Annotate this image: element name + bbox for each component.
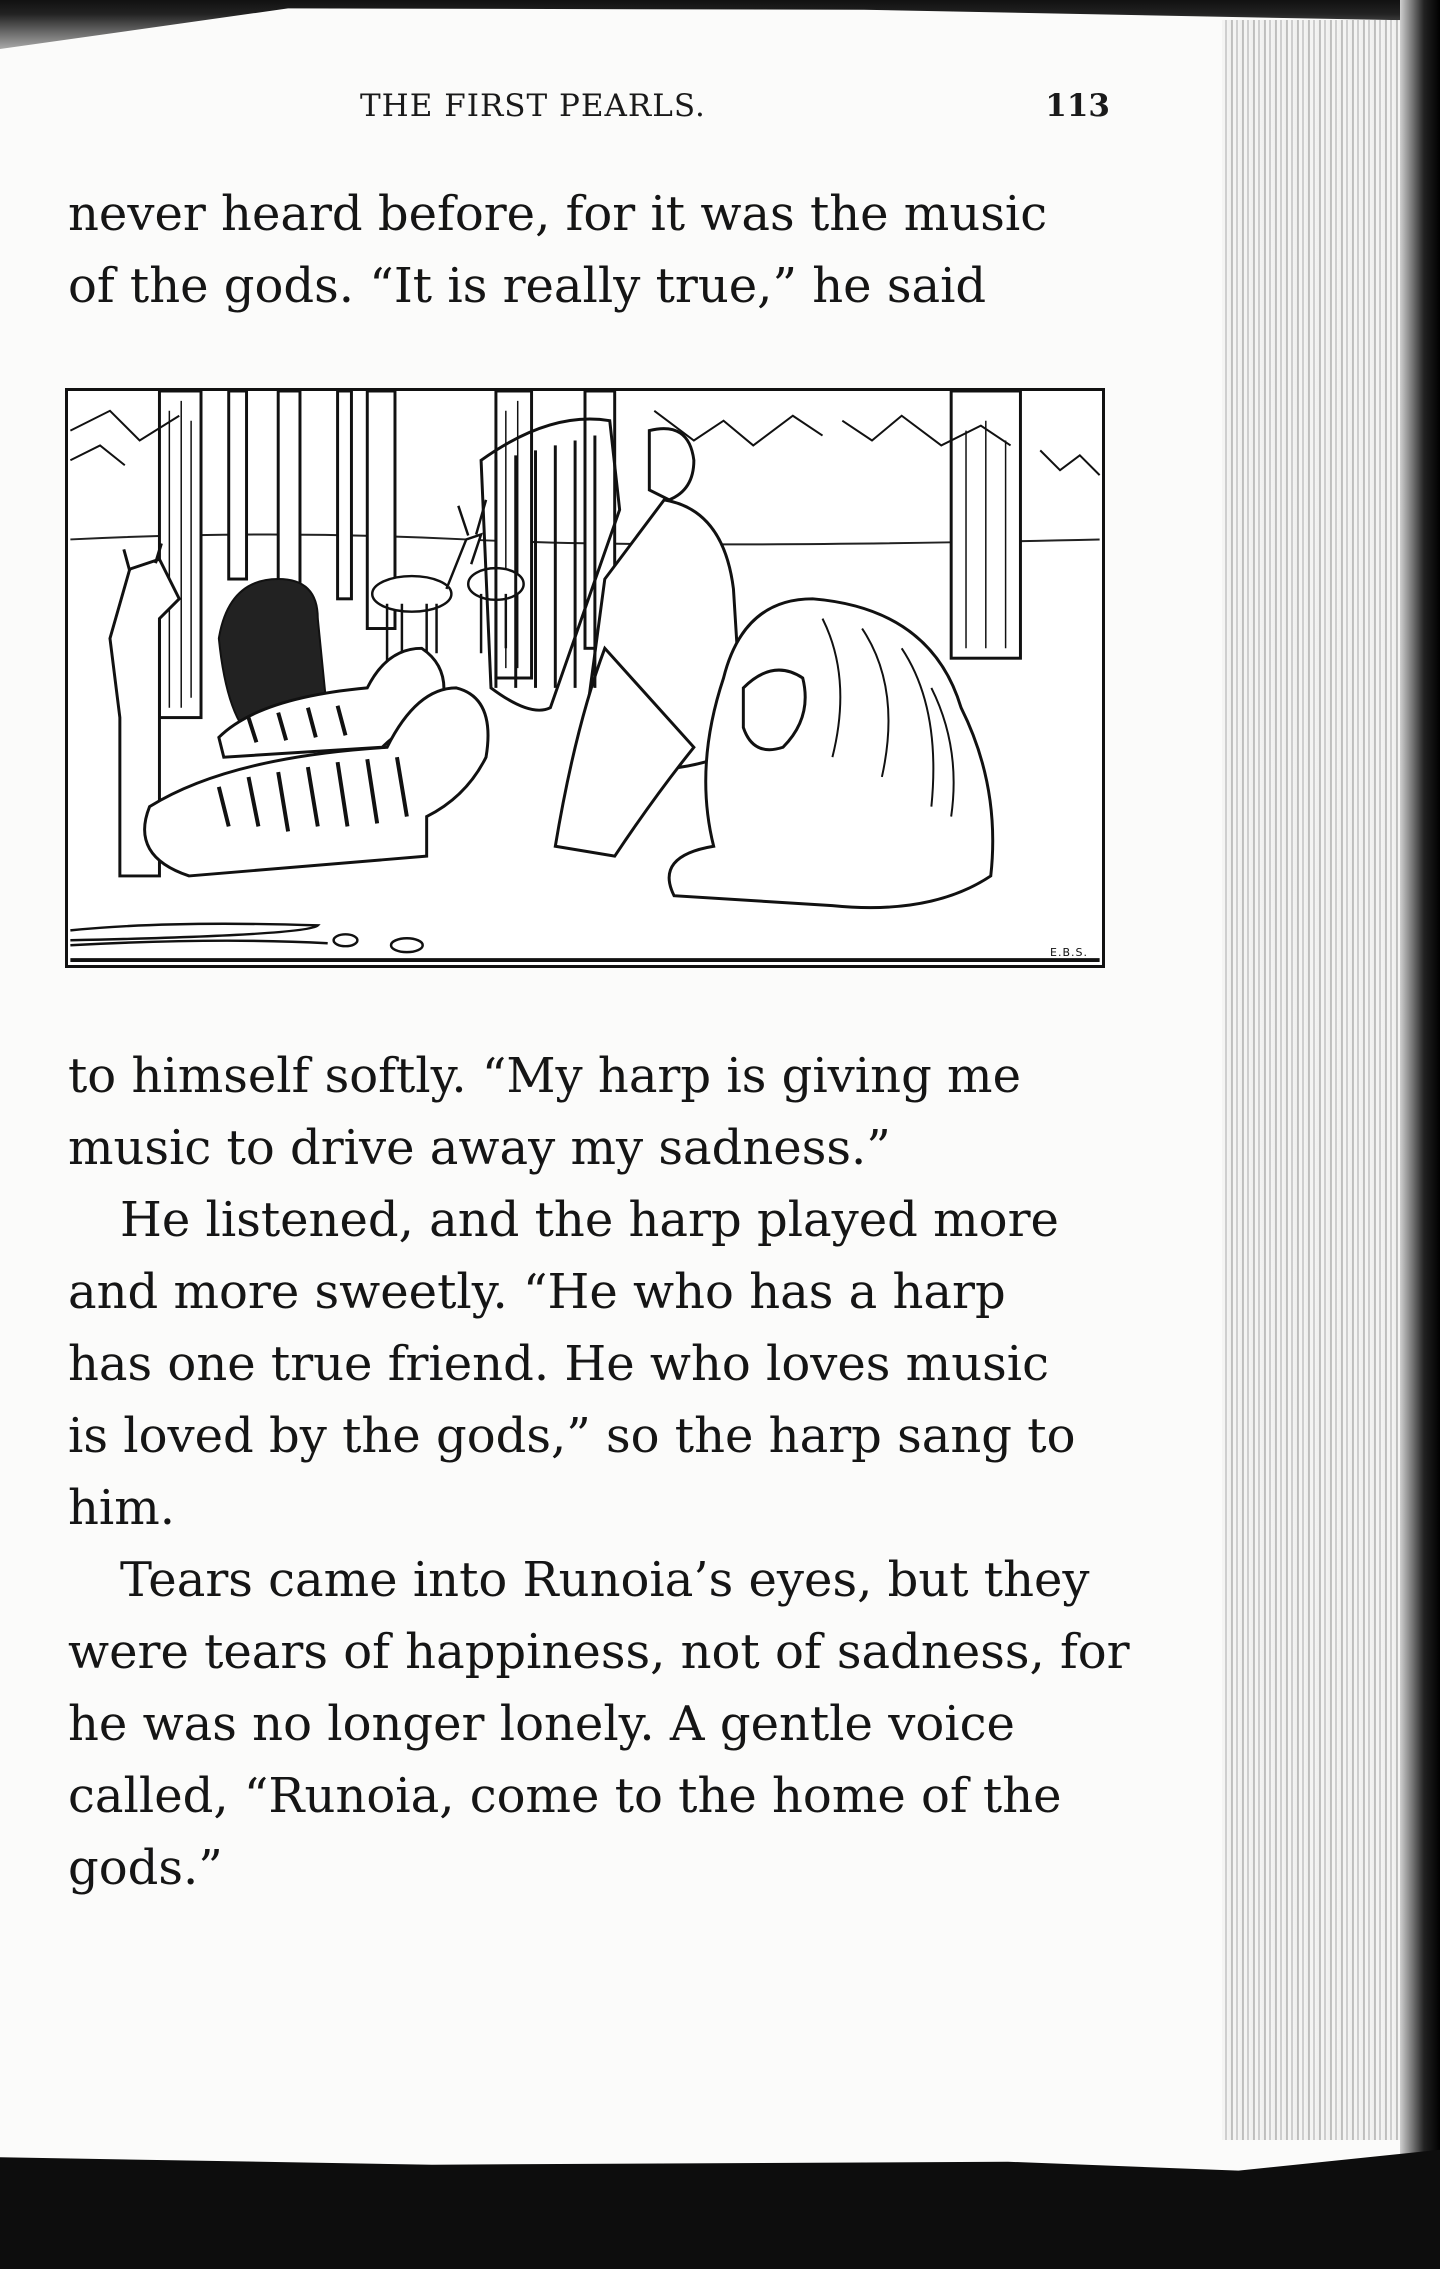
scan-edge-right: [1400, 0, 1440, 2269]
line-text: music to drive away my sadness.”: [68, 1120, 891, 1176]
line-text: gods.”: [68, 1840, 223, 1896]
page-header: [360, 88, 1110, 138]
text-line: [68, 178, 1108, 250]
line-text: has one true friend. He who loves music: [68, 1336, 1049, 1392]
illustration-drawing: [68, 391, 1102, 965]
line-text: called, “Runoia, come to the home of the: [68, 1768, 1062, 1824]
top-paragraph: [68, 178, 1108, 322]
line-text: he was no longer lonely. A gentle voice: [68, 1696, 1015, 1752]
line-text: to himself softly. “My harp is giving me: [68, 1048, 1021, 1104]
text-line: [68, 1760, 1108, 1832]
text-line: [68, 1040, 1108, 1112]
line-text: him.: [68, 1480, 176, 1536]
text-line: [68, 250, 1108, 322]
text-line: [68, 1256, 1108, 1328]
line-text: never heard before, for it was the music: [68, 186, 1048, 242]
running-head: THE FIRST PEARLS.: [360, 88, 706, 124]
line-text: He listened, and the harp played more: [120, 1192, 1059, 1248]
page-edges: [1222, 20, 1422, 2140]
text-line: [68, 1616, 1130, 1688]
line-text: were tears of happiness, not of sadness, for: [68, 1624, 1130, 1680]
illustrator-initials: E.B.S.: [1050, 946, 1088, 959]
page-number: 113: [1045, 88, 1110, 124]
text-line: [68, 1184, 1108, 1256]
text-line: [68, 1832, 1108, 1904]
text-line: [68, 1400, 1108, 1472]
line-text: of the gods. “It is really true,” he said: [68, 258, 987, 314]
text-line: [68, 1544, 1108, 1616]
illustration-frame: [65, 388, 1105, 968]
line-text: is loved by the gods,” so the harp sang to: [68, 1408, 1076, 1464]
body-text: [68, 1040, 1130, 1904]
text-line: [68, 1688, 1108, 1760]
line-text: Tears came into Runoia’s eyes, but they: [120, 1552, 1090, 1608]
line-text: and more sweetly. “He who has a harp: [68, 1264, 1006, 1320]
text-line: [68, 1328, 1108, 1400]
text-line: [68, 1112, 1108, 1184]
scan-edge-bottom: [0, 2120, 1440, 2269]
text-line: [68, 1472, 1108, 1544]
